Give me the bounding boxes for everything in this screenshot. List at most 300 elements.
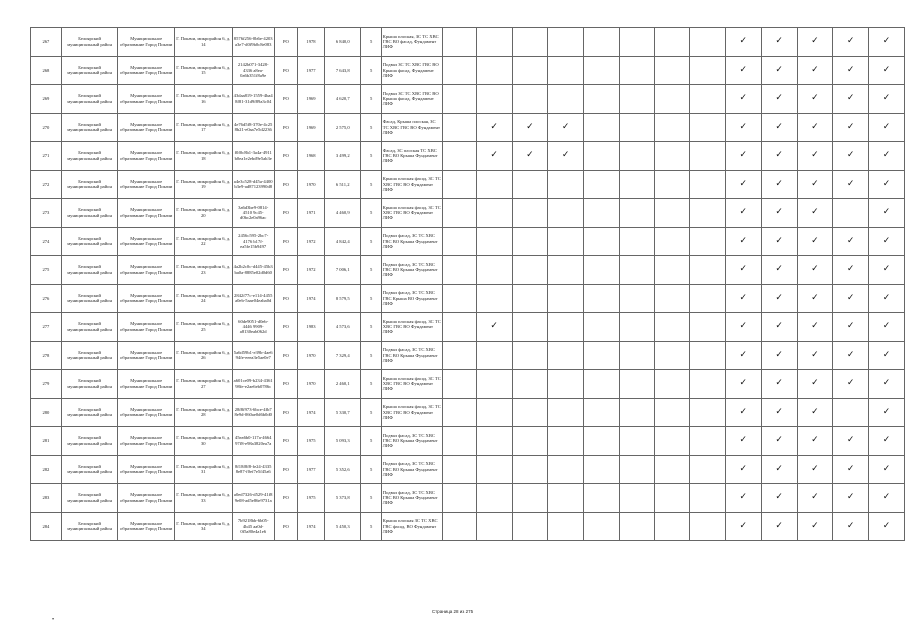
district-cell: Белоярский муниципальный район <box>61 512 118 541</box>
area-cell: 5 373,8 <box>324 484 361 513</box>
address-cell: Г. Покачи, микрорайон 6, д. 22 <box>175 227 233 256</box>
works-cell: Подвал ЗС ТС ХВС ГВС ВО Крыша фасад, Фундамент ЛИФ <box>381 85 442 114</box>
check-mark-icon: ✓ <box>833 28 869 57</box>
empty-cell <box>690 113 725 142</box>
year-cell: 1974 <box>298 512 325 541</box>
empty-cell <box>512 56 548 85</box>
empty-cell <box>443 284 477 313</box>
municipality-cell: Муниципальное образование Город Покачи <box>118 256 175 285</box>
fund-type-cell: РО <box>274 284 297 313</box>
empty-cell <box>584 170 619 199</box>
check-mark-icon: ✓ <box>833 370 869 399</box>
empty-cell <box>443 484 477 513</box>
address-cell: Г. Покачи, микрорайон 6, д. 14 <box>175 28 233 57</box>
check-mark-icon: ✓ <box>761 28 797 57</box>
empty-cell <box>443 142 477 171</box>
district-cell: Белоярский муниципальный район <box>61 313 118 342</box>
works-cell: Крыша плоская фасад, ЗС ТС ХВС ГВС ВО Фундамент ЛИФ <box>381 199 442 228</box>
check-mark-icon: ✓ <box>725 455 761 484</box>
empty-cell <box>655 370 690 399</box>
page-number: Страница 28 из 275 <box>431 609 474 614</box>
year-cell: 1968 <box>298 142 325 171</box>
fund-type-cell: РО <box>274 170 297 199</box>
empty-cell <box>548 455 584 484</box>
check-mark-icon: ✓ <box>833 227 869 256</box>
district-cell: Белоярский муниципальный район <box>61 484 118 513</box>
empty-cell <box>512 370 548 399</box>
check-mark-icon: ✓ <box>833 56 869 85</box>
empty-cell <box>655 341 690 370</box>
area-cell: 4 842,4 <box>324 227 361 256</box>
check-mark-icon: ✓ <box>797 142 833 171</box>
check-mark-icon: ✓ <box>512 142 548 171</box>
works-cell: Подвал фасад, ЗС ТС ХВС ГВС ВО Крыша Фундамент ЛИФ <box>381 227 442 256</box>
check-mark-icon: ✓ <box>725 484 761 513</box>
floors-cell: 5 <box>361 455 381 484</box>
municipality-cell: Муниципальное образование Город Покачи <box>118 455 175 484</box>
scan-speck: • <box>52 617 55 623</box>
check-mark-icon: ✓ <box>761 142 797 171</box>
check-mark-icon: ✓ <box>725 370 761 399</box>
works-cell: Подвал фасад, ЗС ТС ХВС ГВС ВО Крыша Фундамент ЛИФ <box>381 341 442 370</box>
check-mark-icon: ✓ <box>548 113 584 142</box>
check-mark-icon: ✓ <box>725 56 761 85</box>
check-mark-icon: ✓ <box>761 284 797 313</box>
empty-cell <box>548 199 584 228</box>
floors-cell: 5 <box>361 227 381 256</box>
works-cell: Фасад, Крыша плоская, ЗС ТС ХВС ГВС ВО Фундамент ЛИФ <box>381 113 442 142</box>
municipality-cell: Муниципальное образование Город Покачи <box>118 284 175 313</box>
empty-cell <box>655 199 690 228</box>
empty-cell <box>476 227 512 256</box>
check-mark-icon: ✓ <box>548 142 584 171</box>
table-row <box>31 427 905 456</box>
empty-cell <box>655 398 690 427</box>
empty-cell <box>512 427 548 456</box>
area-cell: 7 643,8 <box>324 56 361 85</box>
empty-cell <box>619 142 654 171</box>
district-cell: Белоярский муниципальный район <box>61 398 118 427</box>
check-mark-icon: ✓ <box>725 256 761 285</box>
district-cell: Белоярский муниципальный район <box>61 28 118 57</box>
works-cell: Подвал фасад, ЗС ТС ХВС ГВС Крыша ВО Фундамент ЛИФ <box>381 284 442 313</box>
empty-cell <box>476 341 512 370</box>
empty-cell <box>548 256 584 285</box>
check-mark-icon: ✓ <box>761 85 797 114</box>
municipality-cell: Муниципальное образование Город Покачи <box>118 28 175 57</box>
guid-cell: 2142b071-3428-4336 a8ea-0a6b351f8a9e <box>232 56 274 85</box>
empty-cell <box>619 170 654 199</box>
empty-cell <box>584 85 619 114</box>
district-cell: Белоярский муниципальный район <box>61 85 118 114</box>
table-row <box>31 398 905 427</box>
check-mark-icon: ✓ <box>833 313 869 342</box>
year-cell: 1978 <box>298 28 325 57</box>
district-cell: Белоярский муниципальный район <box>61 170 118 199</box>
row-number: 282 <box>31 455 62 484</box>
empty-cell <box>584 341 619 370</box>
table-row <box>31 284 905 313</box>
check-mark-icon: ✓ <box>725 398 761 427</box>
empty-cell <box>833 199 869 228</box>
check-mark-icon: ✓ <box>725 227 761 256</box>
fund-type-cell: РО <box>274 199 297 228</box>
area-cell: 2 460,1 <box>324 370 361 399</box>
empty-cell <box>443 398 477 427</box>
row-number: 276 <box>31 284 62 313</box>
address-cell: Г. Покачи, микрорайон 6, д. 20 <box>175 199 233 228</box>
table-row <box>31 113 905 142</box>
check-mark-icon: ✓ <box>761 56 797 85</box>
empty-cell <box>690 170 725 199</box>
check-mark-icon: ✓ <box>797 85 833 114</box>
check-mark-icon: ✓ <box>797 398 833 427</box>
empty-cell <box>584 256 619 285</box>
empty-cell <box>443 170 477 199</box>
works-cell: Подвал фасад, ЗС ТС ХВС ГВС ВО Крыша Фундамент ЛИФ <box>381 427 442 456</box>
empty-cell <box>512 28 548 57</box>
empty-cell <box>548 284 584 313</box>
table-row <box>31 56 905 85</box>
area-cell: 6 511,2 <box>324 170 361 199</box>
row-number: 273 <box>31 199 62 228</box>
guid-cell: f0f0c8b1-3a4a-4911 b0ea1e2ebd9e5ab3e <box>232 142 274 171</box>
check-mark-icon: ✓ <box>761 199 797 228</box>
table-row <box>31 455 905 484</box>
check-mark-icon: ✓ <box>761 370 797 399</box>
empty-cell <box>655 56 690 85</box>
year-cell: 1969 <box>298 85 325 114</box>
fund-type-cell: РО <box>274 113 297 142</box>
year-cell: 1974 <box>298 398 325 427</box>
works-cell: Крыша плоская фасад, ЗС ТС ХВС ГВС ВО Фундамент ЛИФ <box>381 313 442 342</box>
year-cell: 1970 <box>298 341 325 370</box>
row-number: 279 <box>31 370 62 399</box>
empty-cell <box>443 427 477 456</box>
empty-cell <box>690 256 725 285</box>
municipality-cell: Муниципальное образование Город Покачи <box>118 341 175 370</box>
address-cell: Г. Покачи, микрорайон 6, д. 26 <box>175 341 233 370</box>
empty-cell <box>512 341 548 370</box>
check-mark-icon: ✓ <box>761 227 797 256</box>
municipality-cell: Муниципальное образование Город Покачи <box>118 85 175 114</box>
check-mark-icon: ✓ <box>725 28 761 57</box>
check-mark-icon: ✓ <box>725 142 761 171</box>
empty-cell <box>548 227 584 256</box>
year-cell: 1970 <box>298 170 325 199</box>
empty-cell <box>548 28 584 57</box>
district-cell: Белоярский муниципальный район <box>61 56 118 85</box>
empty-cell <box>476 512 512 541</box>
fund-type-cell: РО <box>274 28 297 57</box>
row-number: 272 <box>31 170 62 199</box>
empty-cell <box>476 199 512 228</box>
row-number: 281 <box>31 427 62 456</box>
empty-cell <box>548 398 584 427</box>
area-cell: 2 575,0 <box>324 113 361 142</box>
empty-cell <box>619 341 654 370</box>
floors-cell: 5 <box>361 28 381 57</box>
check-mark-icon: ✓ <box>797 427 833 456</box>
row-number: 269 <box>31 85 62 114</box>
table-row <box>31 85 905 114</box>
check-mark-icon: ✓ <box>833 455 869 484</box>
empty-cell <box>690 455 725 484</box>
fund-type-cell: РО <box>274 256 297 285</box>
empty-cell <box>655 113 690 142</box>
guid-cell: 5a6d59b1-e39b-4ae6 94fe-eeea3e5ae0e7 <box>232 341 274 370</box>
check-mark-icon: ✓ <box>761 170 797 199</box>
municipality-cell: Муниципальное образование Город Покачи <box>118 227 175 256</box>
check-mark-icon: ✓ <box>869 284 905 313</box>
guid-cell: a4e3c528-d45a-4400 b3e9-ad87123990d8 <box>232 170 274 199</box>
housing-register-table <box>30 27 905 541</box>
empty-cell <box>690 512 725 541</box>
empty-cell <box>548 170 584 199</box>
area-cell: 4 620,7 <box>324 85 361 114</box>
address-cell: Г. Покачи, микрорайон 6, д. 34 <box>175 512 233 541</box>
empty-cell <box>443 341 477 370</box>
municipality-cell: Муниципальное образование Город Покачи <box>118 56 175 85</box>
works-cell: Фасад, ЗС плоская ТС ХВС ГВС ВО Крыша Фундамент ЛИФ <box>381 142 442 171</box>
year-cell: 1970 <box>298 370 325 399</box>
address-cell: Г. Покачи, микрорайон 6, д. 19 <box>175 170 233 199</box>
municipality-cell: Муниципальное образование Город Покачи <box>118 113 175 142</box>
empty-cell <box>476 256 512 285</box>
fund-type-cell: РО <box>274 85 297 114</box>
floors-cell: 5 <box>361 370 381 399</box>
check-mark-icon: ✓ <box>761 455 797 484</box>
row-number: 270 <box>31 113 62 142</box>
empty-cell <box>584 455 619 484</box>
floors-cell: 5 <box>361 512 381 541</box>
empty-cell <box>619 484 654 513</box>
check-mark-icon: ✓ <box>512 113 548 142</box>
area-cell: 5 352,6 <box>324 455 361 484</box>
empty-cell <box>443 256 477 285</box>
empty-cell <box>655 227 690 256</box>
district-cell: Белоярский муниципальный район <box>61 199 118 228</box>
guid-cell: 2842f77c-e114-4455 a0eb-5aae04eaba0d <box>232 284 274 313</box>
floors-cell: 5 <box>361 484 381 513</box>
empty-cell <box>548 427 584 456</box>
empty-cell <box>690 227 725 256</box>
address-cell: Г. Покачи, микрорайон 6, д. 17 <box>175 113 233 142</box>
empty-cell <box>619 85 654 114</box>
empty-cell <box>655 85 690 114</box>
guid-cell: 8576f256-0b6e-4203 a3e7-d0f9b0c8e083 <box>232 28 274 57</box>
empty-cell <box>512 256 548 285</box>
empty-cell <box>584 227 619 256</box>
check-mark-icon: ✓ <box>761 313 797 342</box>
empty-cell <box>443 56 477 85</box>
municipality-cell: Муниципальное образование Город Покачи <box>118 370 175 399</box>
area-cell: 8 579,5 <box>324 284 361 313</box>
area-cell: 5 450,3 <box>324 512 361 541</box>
area-cell: 7 006,1 <box>324 256 361 285</box>
municipality-cell: Муниципальное образование Город Покачи <box>118 512 175 541</box>
empty-cell <box>512 170 548 199</box>
year-cell: 1971 <box>298 199 325 228</box>
guid-cell: a601ce09-b234-4361 98fe-e2ae6eb0786c <box>232 370 274 399</box>
guid-cell: 7b9218bb-6b05-4b45 aa0d-0f5a80e4a1e6 <box>232 512 274 541</box>
check-mark-icon: ✓ <box>833 85 869 114</box>
empty-cell <box>548 56 584 85</box>
empty-cell <box>584 398 619 427</box>
floors-cell: 5 <box>361 427 381 456</box>
guid-cell: 60de9051-d0eb-4446 9909-a8130eab062d <box>232 313 274 342</box>
check-mark-icon: ✓ <box>869 227 905 256</box>
empty-cell <box>619 227 654 256</box>
fund-type-cell: РО <box>274 398 297 427</box>
works-cell: Крыша плоская фасад, ЗС ТС ХВС ГВС ВО Фундамент ЛИФ <box>381 370 442 399</box>
check-mark-icon: ✓ <box>797 341 833 370</box>
municipality-cell: Муниципальное образование Город Покачи <box>118 313 175 342</box>
table-row <box>31 28 905 57</box>
fund-type-cell: РО <box>274 370 297 399</box>
district-cell: Белоярский муниципальный район <box>61 284 118 313</box>
year-cell: 1974 <box>298 284 325 313</box>
area-cell: 3 499,2 <box>324 142 361 171</box>
fund-type-cell: РО <box>274 484 297 513</box>
municipality-cell: Муниципальное образование Город Покачи <box>118 398 175 427</box>
row-number: 268 <box>31 56 62 85</box>
check-mark-icon: ✓ <box>833 512 869 541</box>
check-mark-icon: ✓ <box>869 484 905 513</box>
empty-cell <box>548 512 584 541</box>
check-mark-icon: ✓ <box>833 113 869 142</box>
area-cell: 4 573,6 <box>324 313 361 342</box>
floors-cell: 5 <box>361 313 381 342</box>
check-mark-icon: ✓ <box>725 85 761 114</box>
row-number: 275 <box>31 256 62 285</box>
empty-cell <box>476 56 512 85</box>
check-mark-icon: ✓ <box>797 56 833 85</box>
empty-cell <box>584 28 619 57</box>
check-mark-icon: ✓ <box>869 313 905 342</box>
empty-cell <box>443 28 477 57</box>
empty-cell <box>655 284 690 313</box>
empty-cell <box>619 370 654 399</box>
empty-cell <box>619 455 654 484</box>
area-cell: 5 093,3 <box>324 427 361 456</box>
fund-type-cell: РО <box>274 455 297 484</box>
empty-cell <box>476 85 512 114</box>
year-cell: 1977 <box>298 455 325 484</box>
table-row <box>31 512 905 541</box>
empty-cell <box>690 85 725 114</box>
check-mark-icon: ✓ <box>869 56 905 85</box>
empty-cell <box>619 199 654 228</box>
empty-cell <box>476 398 512 427</box>
area-cell: 4 460,9 <box>324 199 361 228</box>
empty-cell <box>619 284 654 313</box>
empty-cell <box>655 313 690 342</box>
check-mark-icon: ✓ <box>761 484 797 513</box>
district-cell: Белоярский муниципальный район <box>61 370 118 399</box>
empty-cell <box>476 427 512 456</box>
check-mark-icon: ✓ <box>833 341 869 370</box>
empty-cell <box>443 227 477 256</box>
year-cell: 1977 <box>298 56 325 85</box>
floors-cell: 5 <box>361 284 381 313</box>
table-row <box>31 227 905 256</box>
district-cell: Белоярский муниципальный район <box>61 113 118 142</box>
empty-cell <box>512 398 548 427</box>
table-row <box>31 341 905 370</box>
empty-cell <box>619 313 654 342</box>
check-mark-icon: ✓ <box>797 484 833 513</box>
floors-cell: 5 <box>361 113 381 142</box>
floors-cell: 5 <box>361 398 381 427</box>
check-mark-icon: ✓ <box>869 256 905 285</box>
check-mark-icon: ✓ <box>869 113 905 142</box>
row-number: 278 <box>31 341 62 370</box>
empty-cell <box>548 85 584 114</box>
works-cell: Крыша плоская ЗС ТС ХВС ГВС фасад, ВО Фундамент ЛИФ <box>381 512 442 541</box>
works-cell: Подвал фасад, ЗС ТС ХВС ГВС ВО Крыша Фундамент ЛИФ <box>381 455 442 484</box>
fund-type-cell: РО <box>274 227 297 256</box>
municipality-cell: Муниципальное образование Город Покачи <box>118 427 175 456</box>
check-mark-icon: ✓ <box>725 284 761 313</box>
empty-cell <box>833 398 869 427</box>
address-cell: Г. Покачи, микрорайон 6, д. 30 <box>175 427 233 456</box>
check-mark-icon: ✓ <box>797 455 833 484</box>
empty-cell <box>584 370 619 399</box>
guid-cell: 43daa819-1559-4ba4 8f81-31d9f89a3c04 <box>232 85 274 114</box>
empty-cell <box>512 484 548 513</box>
check-mark-icon: ✓ <box>797 512 833 541</box>
guid-cell: a0ed7326-d529-41f8 9e08-ad5e86e9731a <box>232 484 274 513</box>
table-row <box>31 313 905 342</box>
guid-cell: 28f8f973-6bce-4fb7 8e9d-060ae0d6b0d0 <box>232 398 274 427</box>
fund-type-cell: РО <box>274 56 297 85</box>
check-mark-icon: ✓ <box>833 427 869 456</box>
check-mark-icon: ✓ <box>797 199 833 228</box>
row-number: 274 <box>31 227 62 256</box>
check-mark-icon: ✓ <box>761 256 797 285</box>
check-mark-icon: ✓ <box>725 341 761 370</box>
empty-cell <box>548 341 584 370</box>
table-row <box>31 256 905 285</box>
check-mark-icon: ✓ <box>725 170 761 199</box>
check-mark-icon: ✓ <box>725 427 761 456</box>
empty-cell <box>584 113 619 142</box>
municipality-cell: Муниципальное образование Город Покачи <box>118 199 175 228</box>
address-cell: Г. Покачи, микрорайон 6, д. 27 <box>175 370 233 399</box>
check-mark-icon: ✓ <box>761 341 797 370</box>
year-cell: 1969 <box>298 113 325 142</box>
check-mark-icon: ✓ <box>869 370 905 399</box>
guid-cell: 3a6d3be9-0814-4510 9c45-d0bc2e0a96ac <box>232 199 274 228</box>
address-cell: Г. Покачи, микрорайон 6, д. 23 <box>175 256 233 285</box>
floors-cell: 5 <box>361 199 381 228</box>
check-mark-icon: ✓ <box>797 227 833 256</box>
empty-cell <box>443 370 477 399</box>
empty-cell <box>512 313 548 342</box>
municipality-cell: Муниципальное образование Город Покачи <box>118 170 175 199</box>
check-mark-icon: ✓ <box>869 398 905 427</box>
empty-cell <box>655 256 690 285</box>
works-cell: Подвал фасад, ЗС ТС ХВС ГВС ВО Крыша Фундамент ЛИФ <box>381 256 442 285</box>
floors-cell: 5 <box>361 341 381 370</box>
check-mark-icon: ✓ <box>476 142 512 171</box>
check-mark-icon: ✓ <box>797 284 833 313</box>
district-cell: Белоярский муниципальный район <box>61 142 118 171</box>
floors-cell: 5 <box>361 170 381 199</box>
empty-cell <box>584 313 619 342</box>
row-number: 280 <box>31 398 62 427</box>
